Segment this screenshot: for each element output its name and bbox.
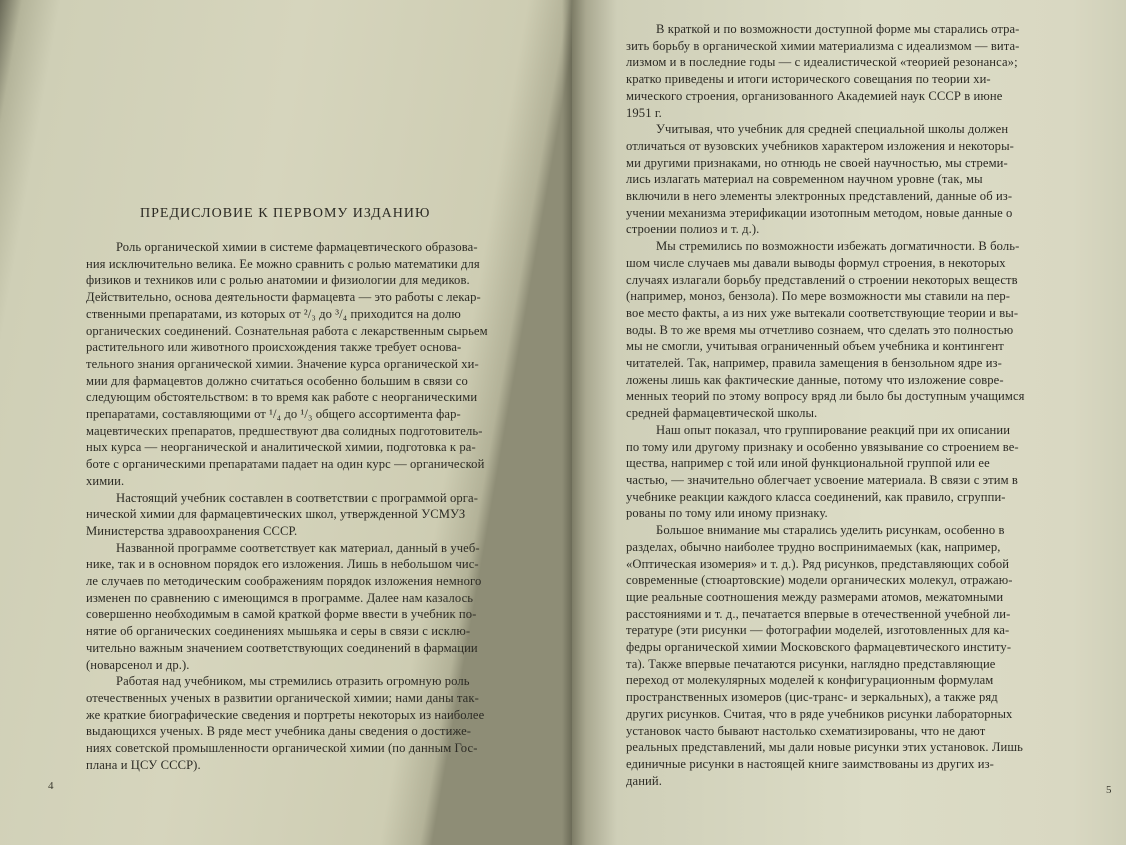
- text-line: Роль органической химии в системе фармацевтического образова-: [116, 240, 478, 254]
- text-line: по тому или другому признаку и особенно увязывание со строением ве-: [626, 439, 1019, 454]
- text-line: переход от молекулярных моделей к конфигурационным формулам: [626, 673, 994, 688]
- preface-heading: ПРЕДИСЛОВИЕ К ПЕРВОМУ ИЗДАНИЮ: [140, 206, 431, 221]
- text-line: Министерства здравоохранения СССР.: [86, 523, 298, 538]
- text-line: 1951 г.: [626, 105, 662, 120]
- text-line: ми другими признаками, но отнюдь не своей научностью, мы стреми-: [626, 155, 1008, 170]
- text-line: единичные рисунки в настоящей книге заимствованы из других из-: [626, 756, 994, 771]
- text-line: ложены лишь как фактические данные, потому что изложение совре-: [626, 372, 1004, 387]
- text-line: мацевтических препаратов, предшествуют два солидных подготовитель-: [86, 423, 483, 438]
- text-line: ниях советской промышленности органической химии (по данным Гос-: [86, 741, 478, 756]
- text-line: установок часто бывают настолько схематизированы, что не дают: [626, 723, 986, 738]
- text-line: средней фармацевтической школы.: [626, 406, 818, 421]
- text-line: зить борьбу в органической химии материализма с идеализмом — вита-: [626, 38, 1020, 53]
- text-line: строении полиоз и т. д.).: [626, 222, 760, 237]
- text-line: совершенно необходимым в самой краткой форме ввести в учебник по-: [86, 607, 477, 622]
- page-number-right: 5: [1106, 784, 1112, 796]
- text-line: расстояниями и т. д., печатается впервые в отечественной учебной ли-: [626, 606, 1011, 621]
- text-line: Работая над учебником, мы стремились отразить огромную роль: [116, 674, 470, 689]
- text-line: Наш опыт показал, что группирование реакций при их описании: [656, 422, 1011, 437]
- text-line: лись излагать материал на современном научном уровне (так, мы: [626, 172, 983, 187]
- text-line: Действительно, основа деятельности фармацевта — это работы с лекар-: [86, 290, 481, 305]
- text-line: лизмом и в последние годы — с идеалистической «теорией резонанса»;: [626, 55, 1018, 70]
- text-line: федры органической химии Московского фармацевтического институ-: [626, 640, 1012, 655]
- text-line: нике, так и в основном порядок его изложения. Лишь в небольшом чис-: [86, 557, 479, 572]
- text-line: химии.: [86, 473, 125, 488]
- text-line: же краткие биографические сведения и портреты некоторых из наиболее: [86, 707, 485, 722]
- text-line: нической химии для фармацевтических школ, утвержденной УСМУЗ: [86, 507, 466, 522]
- text-line: чительно важным значением соответствующих соединений в фармации: [86, 640, 478, 655]
- text-line: разделах, обычно наиболее трудно воспринимаемых (как, например,: [626, 539, 1001, 554]
- text-line: мического строения, организованного Академией наук СССР в июне: [626, 88, 1003, 103]
- text-line: ственными препаратами, из которых от ²/₃ до ³/₄ приходится на долю: [86, 306, 461, 321]
- text-line: боте с органическими препаратами падает на один курс — органической: [86, 457, 485, 472]
- text-line: кратко приведены и итоги исторического совещания по теории хи-: [626, 72, 991, 87]
- text-line: ных курса — неорганической и аналитической химии, подготовка к ра-: [86, 440, 476, 455]
- page-number-left: 4: [48, 780, 54, 792]
- text-line: (например, моноз, бензола). По мере возможности мы ставили на пер-: [626, 289, 1011, 304]
- text-line: изменен по сравнению с имеющимся в программе. Далее нам казалось: [86, 590, 474, 605]
- text-line: менных теорий по этому вопросу вряд ли было бы доступным учащимся: [626, 389, 1025, 404]
- text-line: ле случаев по методическим соображениям порядок изложения немного: [86, 574, 482, 589]
- text-line: «Оптическая изомерия» и т. д.). Ряд рисунков, представляющих собой: [626, 556, 1010, 571]
- text-line: та). Также впервые печатаются рисунки, наглядно представляющие: [626, 656, 996, 671]
- text-line: шом числе случаев мы давали выводы формул строения, в некоторых: [626, 255, 1006, 270]
- text-line: других рисунков. Считая, что в ряде учебников рисунки лабораторных: [626, 706, 1013, 721]
- text-line: рованы по тому или иному признаку.: [626, 506, 828, 521]
- text-line: современные (стюартовские) модели органических молекул, отражаю-: [626, 573, 1013, 588]
- text-line: частью, — значительно облегчает усвоение материала. В связи с этим в: [626, 472, 1018, 487]
- text-line: следующим обстоятельством: в то время как работе с неорганическими: [86, 390, 478, 405]
- text-line: растительного или животного происхождения также требует основа-: [86, 340, 462, 355]
- text-line: Большое внимание мы старались уделить рисункам, особенно в: [656, 523, 1005, 538]
- text-line: выдающихся ученых. В ряде мест учебника даны сведения о достиже-: [86, 724, 472, 739]
- text-line: щества, например с той или иной функциональной группой или ее: [626, 456, 990, 471]
- text-line: отечественных ученых в развитии органической химии; нами даны так-: [86, 690, 479, 705]
- right-page: [572, 0, 1126, 845]
- text-line: В краткой и по возможности доступной форме мы старались отра-: [656, 22, 1020, 36]
- text-line: щие реальные соотношения между размерами атомов, межатомными: [626, 589, 1004, 604]
- text-line: Мы стремились по возможности избежать догматичности. В боль-: [656, 239, 1020, 254]
- text-line: учебнике реакции каждого класса соединений, как правило, сгруппи-: [626, 489, 1006, 504]
- text-line: плана и ЦСУ СССР).: [86, 757, 201, 772]
- text-line: Настоящий учебник составлен в соответствии с программой орга-: [116, 490, 479, 505]
- text-line: Названной программе соответствует как материал, данный в учеб-: [116, 540, 480, 555]
- text-line: даний.: [626, 773, 662, 788]
- right-page-text: [626, 21, 1106, 789]
- text-line: реальных представлений, мы дали новые рисунки этих установок. Лишь: [626, 740, 1023, 755]
- text-line: случаях излагали борьбу представлений о строении некоторых веществ: [626, 272, 1018, 287]
- text-line: препаратами, составляющими от ¹/₄ до ¹/₃ общего ассортимента фар-: [86, 407, 461, 422]
- text-line: учении механизма этерификации изотопным методом, новые данные о: [626, 205, 1013, 220]
- text-line: отличаться от вузовских учебников характером изложения и некоторы-: [626, 138, 1014, 153]
- left-page-text: [86, 239, 526, 774]
- text-line: тературе (эти рисунки — фотографии моделей, изготовленных для ка-: [626, 623, 1010, 638]
- text-line: тельного знания органической химии. Значение курса органической хи-: [86, 356, 479, 371]
- text-line: включили в него элементы электронных представлений, данные об из-: [626, 189, 1013, 204]
- text-line: мии для фармацевтов должно считаться особенно большим в связи со: [86, 373, 468, 388]
- text-line: физиков и техников или с ролью анатомии и физиологии для медиков.: [86, 273, 470, 288]
- text-line: мы не смогли, учитывая ограниченный объем учебника и контингент: [626, 339, 1004, 354]
- text-line: (новарсенол и др.).: [86, 657, 190, 672]
- text-line: ния исключительно велика. Ее можно сравнить с ролью математики для: [86, 256, 480, 271]
- text-line: органических соединений. Сознательная работа с лекарственным сырьем: [86, 323, 488, 338]
- text-line: нятие об органических соединениях мышьяка и серы в связи с исклю-: [86, 624, 471, 639]
- text-line: вое место факты, а из них уже вытекали соответствующие теории и вы-: [626, 305, 1019, 320]
- text-line: воды. В то же время мы отчетливо сознаем, что сделать это полностью: [626, 322, 1014, 337]
- text-line: пространственных изомеров (цис-транс- и зеркальных), а также ряд: [626, 690, 998, 705]
- text-line: читателей. Так, например, правила замещения в бензольном ядре из-: [626, 356, 1002, 371]
- text-line: Учитывая, что учебник для средней специальной школы должен: [656, 122, 1009, 137]
